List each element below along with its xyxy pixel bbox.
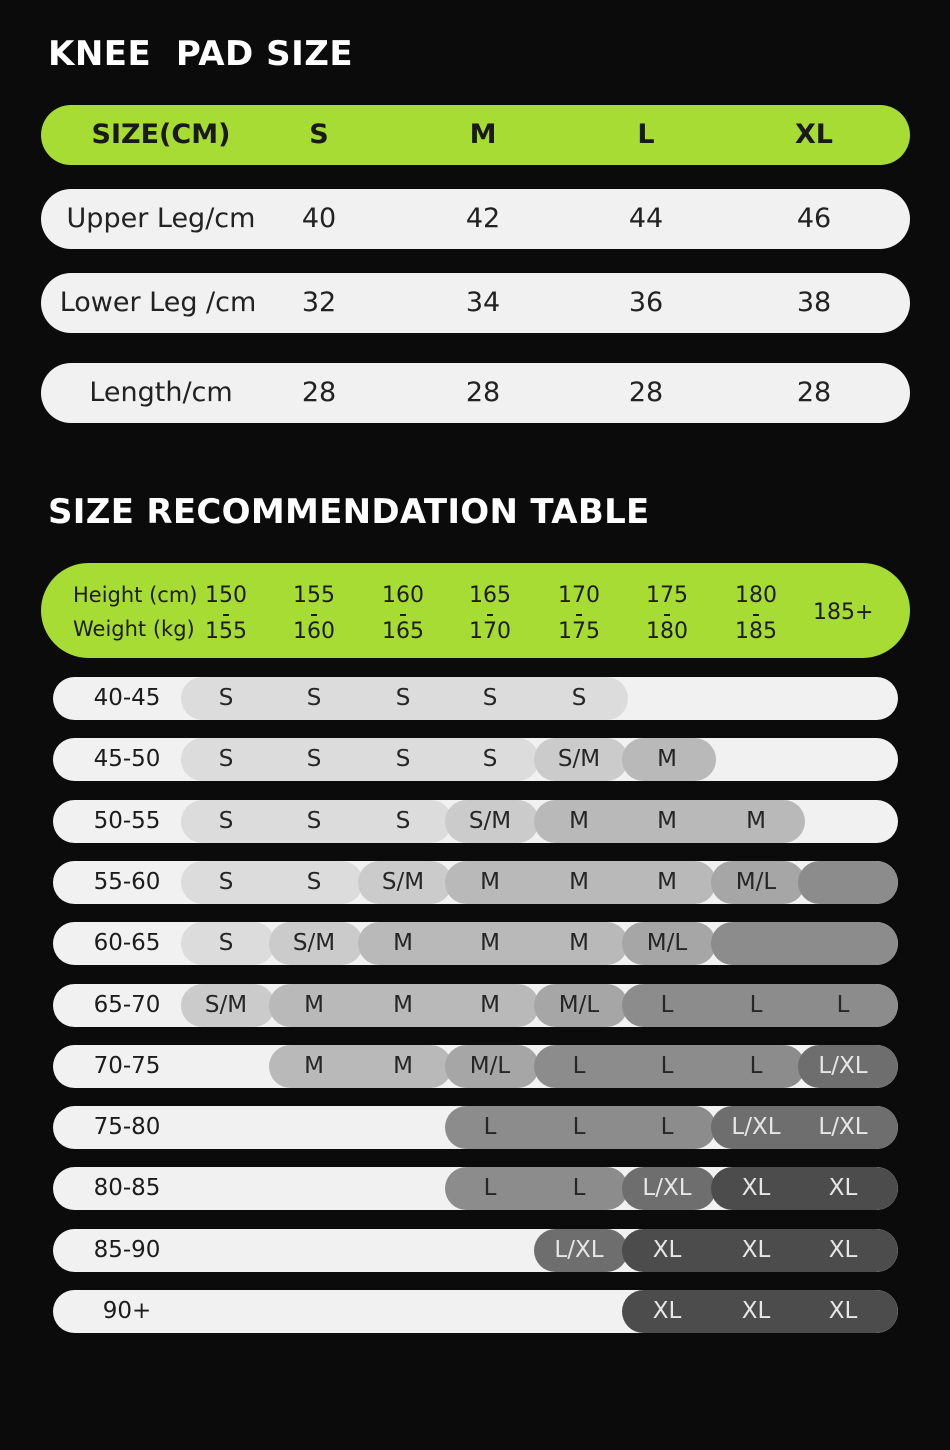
row-value: 28 — [465, 377, 501, 408]
height-col-bottom: 165 — [382, 619, 424, 644]
size-value: L/XL — [554, 1236, 604, 1263]
row-value: 28 — [628, 377, 664, 408]
weight-range-label: 75-80 — [93, 1114, 161, 1141]
height-col-bottom: 160 — [293, 619, 335, 644]
size-value: L/XL — [818, 1114, 868, 1141]
row-value: 44 — [628, 203, 664, 234]
size-value: S/M — [292, 930, 336, 957]
length-row — [41, 363, 910, 423]
height-col-top: 150 — [205, 583, 247, 608]
weight-row — [53, 922, 898, 965]
row-label: Length/cm — [89, 377, 233, 408]
size-value: M/L — [735, 868, 777, 895]
size-value: XL — [828, 1236, 858, 1263]
size-value: L — [660, 991, 674, 1018]
weight-label: Weight (kg) — [73, 617, 195, 641]
size-value: L — [572, 1175, 586, 1202]
size-value: L — [660, 1114, 674, 1141]
size-value: M — [569, 930, 589, 957]
size-value: M — [746, 807, 766, 834]
size-value: S — [395, 685, 411, 711]
height-col-top: 180 — [735, 583, 777, 608]
row-value: 28 — [796, 377, 832, 408]
range-separator — [400, 614, 406, 616]
weight-row — [53, 1229, 898, 1272]
height-col-bottom: 185 — [735, 619, 777, 644]
size-value: M — [393, 930, 413, 957]
height-col-bottom: 180 — [646, 619, 688, 644]
row-value: 28 — [301, 377, 337, 408]
height-col-top: 165 — [469, 583, 511, 608]
knee-pad-size-title: KNEE PAD SIZE — [48, 34, 354, 74]
row-value: 46 — [796, 203, 832, 234]
size-recommendation-title: SIZE RECOMMENDATION TABLE — [48, 492, 650, 532]
size-value: XL — [741, 1236, 771, 1263]
height-col-top: 155 — [293, 583, 335, 608]
weight-row — [53, 1290, 898, 1333]
row-value: 32 — [301, 287, 337, 318]
size-value: XL — [741, 1175, 771, 1202]
size-table-header — [41, 105, 910, 165]
size-value: S — [306, 807, 322, 834]
size-value: XL — [741, 1298, 771, 1324]
size-value: S — [306, 685, 322, 711]
size-value: S — [482, 746, 498, 773]
row-value: 42 — [465, 203, 501, 234]
size-value: S — [482, 685, 498, 711]
weight-range-label: 50-55 — [93, 807, 161, 834]
height-col-top: 160 — [382, 583, 424, 608]
size-value: L — [836, 991, 850, 1018]
height-col-bottom: 175 — [558, 619, 600, 644]
row-value: 38 — [796, 287, 832, 318]
size-value: M — [657, 868, 677, 895]
range-separator — [576, 614, 582, 616]
size-value: S/M — [468, 807, 512, 834]
weight-range-label: 90+ — [102, 1298, 152, 1324]
size-value: M/L — [558, 991, 600, 1018]
range-separator — [487, 614, 493, 616]
size-value: M — [480, 991, 500, 1018]
size-header-m: M — [469, 119, 497, 150]
size-value: L — [660, 1052, 674, 1079]
row-label: Upper Leg/cm — [66, 203, 256, 234]
size-value: XL — [828, 1298, 858, 1324]
size-value: S — [218, 807, 234, 834]
size-value: L — [483, 1114, 497, 1141]
size-value: L — [572, 1114, 586, 1141]
size-band — [711, 922, 898, 965]
size-value: M — [569, 807, 589, 834]
size-value: L/XL — [818, 1052, 868, 1079]
weight-range-label: 60-65 — [93, 930, 161, 957]
height-col-bottom: 155 — [205, 619, 247, 644]
row-label: Lower Leg /cm — [59, 287, 257, 318]
weight-row — [53, 861, 898, 904]
size-value: M/L — [646, 930, 688, 957]
size-value: M — [480, 930, 500, 957]
size-value: M — [304, 1052, 324, 1079]
size-value: M/L — [469, 1052, 511, 1079]
size-value: M — [393, 991, 413, 1018]
size-value: S/M — [204, 991, 248, 1018]
weight-range-label: 85-90 — [93, 1236, 161, 1263]
size-header-l: L — [637, 119, 655, 150]
weight-row — [53, 738, 898, 781]
weight-range-label: 80-85 — [93, 1175, 161, 1202]
weight-range-label: 45-50 — [93, 746, 161, 773]
size-header-s: S — [309, 119, 329, 150]
size-header-xl: XL — [794, 119, 834, 150]
size-value: S — [218, 930, 234, 957]
size-value: XL — [652, 1298, 682, 1324]
range-separator — [223, 614, 229, 616]
row-value: 34 — [465, 287, 501, 318]
size-value: M — [657, 807, 677, 834]
size-value: XL — [828, 1175, 858, 1202]
size-value: L — [749, 1052, 763, 1079]
height-col-top: 175 — [646, 583, 688, 608]
row-value: 36 — [628, 287, 664, 318]
range-separator — [753, 614, 759, 616]
size-value: L — [572, 1052, 586, 1079]
height-col-top: 170 — [558, 583, 600, 608]
weight-range-label: 55-60 — [93, 868, 161, 895]
size-value: L — [749, 991, 763, 1018]
size-header-label: SIZE(CM) — [91, 119, 231, 150]
height-col-single: 185+ — [813, 600, 874, 625]
weight-row — [53, 1045, 898, 1088]
size-value: M — [480, 868, 500, 895]
height-col-bottom: 170 — [469, 619, 511, 644]
size-value: M — [569, 868, 589, 895]
size-value: M — [304, 991, 324, 1018]
size-value: S — [306, 746, 322, 773]
weight-row — [53, 677, 898, 720]
weight-range-label: 65-70 — [93, 991, 161, 1018]
row-value: 40 — [301, 203, 337, 234]
size-value: L — [483, 1175, 497, 1202]
size-value: S/M — [381, 868, 425, 895]
size-value: M — [393, 1052, 413, 1079]
weight-row — [53, 1167, 898, 1210]
lower-leg-row — [41, 273, 910, 333]
weight-range-label: 70-75 — [93, 1052, 161, 1079]
size-value: M — [657, 746, 677, 773]
size-value: S — [218, 868, 234, 895]
range-separator — [311, 614, 317, 616]
upper-leg-row — [41, 189, 910, 249]
range-separator — [664, 614, 670, 616]
height-label: Height (cm) — [73, 583, 198, 607]
size-value: L/XL — [642, 1175, 692, 1202]
weight-range-label: 40-45 — [93, 685, 161, 711]
size-value: S — [395, 746, 411, 773]
weight-row — [53, 800, 898, 843]
size-value: XL — [652, 1236, 682, 1263]
weight-row — [53, 1106, 898, 1149]
size-band — [798, 861, 898, 904]
size-value: S — [306, 868, 322, 895]
weight-row — [53, 984, 898, 1027]
recommendation-header — [41, 563, 910, 658]
size-value: S — [395, 807, 411, 834]
size-value: S — [218, 746, 234, 773]
size-value: S — [218, 685, 234, 711]
size-value: S/M — [557, 746, 601, 773]
size-value: S — [571, 685, 587, 711]
size-value: L/XL — [731, 1114, 781, 1141]
